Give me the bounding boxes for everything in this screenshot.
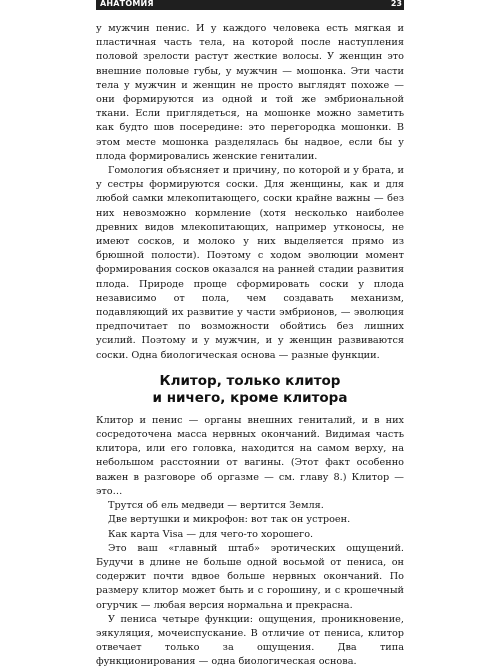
paragraph-main-hq: Это ваш «главный штаб» эротических ощущений. Будучи в длине не больше одной восьмой от пениса, он содержит почти вдвое больше нервных окончаний. По размеру клитор может быть и с горошину, и с крошечный огурчик — любая версия нормальна и прекрасна. bbox=[96, 542, 404, 611]
section-title: АНАТОМИЯ bbox=[100, 0, 154, 8]
section-heading-line-2: и ничего, кроме клитора bbox=[152, 389, 348, 406]
list-line-2: Две вертушки и микрофон: вот так он устроен. bbox=[108, 514, 351, 526]
list-line-3: Как карта Visa — для чего-то хорошего. bbox=[108, 528, 314, 540]
paragraph-clitoris-intro: Клитор и пенис — органы внешних гениталий, и в них сосредоточена масса нервных окончаний. Видимая часть клитора, или его головка, находится на самом верху, на небольшом расстоянии от вагины. (Этот факт особенно важен в разговоре об оргазме — см. главу 8.) Клитор — это… bbox=[96, 414, 404, 497]
paragraph-homology: Гомология объясняет и причину, по которой и у брата, и у сестры формируются соски. Для женщины, как и для любой самки млекопитающего, соски крайне важны — без них невозможно кормление (хотя несколько наиболее древних видов млекопитающих, например утконосы, не имеют сосков, и молоко у них выделяется прямо из брюшной полости). Поэтому с ходом эволюции момент формирования сосков оказался на ранней стадии развития плода. Природе проще сформировать соски у плода независимо от пола, чем создавать механизм, подавляющий их развитие у части эмбрионов, — эволюция предпочитает по возможности обойтись без лишних усилий. Поэтому и у мужчин, и у женщин развиваются соски. Одна биологическая основа — разные функции. bbox=[96, 165, 404, 361]
paragraph-continuation: у мужчин пенис. И у каждого человека есть мягкая и пластичная часть тела, на которой после наступления половой зрелости растут жесткие волосы. У женщин это внешние половые губы, у мужчин — мошонка. Эти части тела у мужчин и женщин не просто выглядят похоже — они формируются из одной и той же эмбриональной ткани. Если приглядеться, на мошонке можно заметить как будто шов посередине: это перегородка мошонки. В этом месте мошонка разделялась бы надвое, если бы у плода формировались женские гениталии. bbox=[96, 23, 404, 162]
section-heading-line-1: Клитор, только клитор bbox=[159, 372, 341, 389]
page-number: 23 bbox=[390, 0, 402, 8]
paragraph-penis-functions: У пениса четыре функции: ощущения, проникновение, эякуляция, мочеиспускание. В отличие от пениса, клитор отвечает только за ощущения. Два типа функционирования — одна биологическая основа. bbox=[96, 613, 404, 668]
page-body bbox=[96, 22, 404, 670]
running-header bbox=[96, 0, 404, 10]
section-heading bbox=[96, 373, 404, 407]
list-line-1: Трутся об ель медведи — вертится Земля. bbox=[108, 500, 324, 512]
